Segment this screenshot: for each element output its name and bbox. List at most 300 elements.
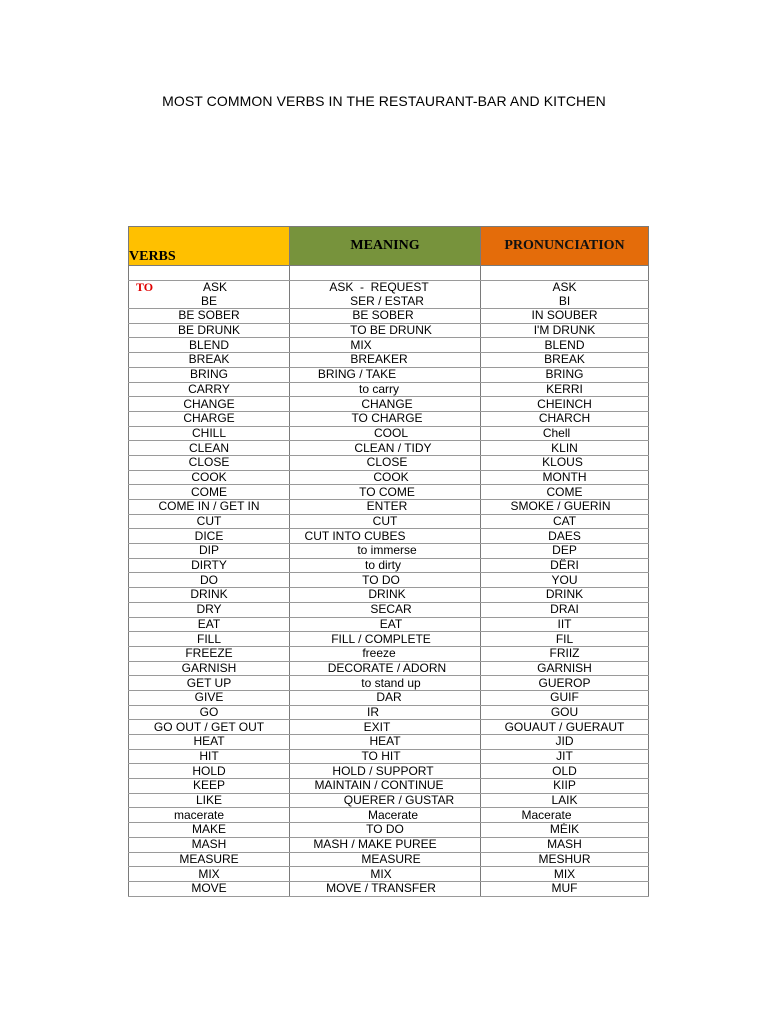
pronunciation-cell-text: DËRI — [550, 558, 579, 573]
pronunciation-cell — [481, 500, 649, 515]
verb-cell-text: BREAK — [188, 352, 230, 367]
pronunciation-cell — [481, 720, 649, 735]
verb-cell-text: GIVE — [194, 690, 224, 705]
verb-cell-text: MOVE — [191, 881, 227, 896]
verb-cell — [129, 749, 290, 764]
table-row — [129, 367, 649, 382]
meaning-cell — [290, 661, 481, 676]
pronunciation-cell-text: Macerate — [521, 807, 572, 822]
table-row — [129, 323, 649, 338]
pronunciation-cell-text: BLEND — [544, 337, 585, 352]
pronunciation-cell — [481, 558, 649, 573]
verb-cell-text: DICE — [194, 528, 224, 543]
meaning-cell-text: EAT — [379, 617, 403, 631]
verb-cell — [129, 338, 290, 353]
verb-cell-text: GO OUT / GET OUT — [153, 719, 265, 734]
verb-cell-text: MEASURE — [179, 852, 239, 866]
verb-cell-text: CLOSE — [188, 455, 230, 470]
pronunciation-cell-text: ASK — [552, 280, 577, 295]
meaning-cell-text: CUT INTO CUBES — [304, 528, 406, 543]
table-row — [129, 632, 649, 647]
meaning-cell — [290, 529, 481, 544]
pronunciation-cell-text: CHEINCH — [537, 396, 592, 411]
spacer-row — [129, 266, 649, 281]
pronunciation-cell-text: DEP — [552, 543, 577, 558]
verb-cell-text: MAKE — [191, 822, 226, 837]
meaning-cell-text: FILL / COMPLETE — [331, 631, 431, 646]
verb-cell-text: CLEAN — [188, 440, 229, 455]
table-row — [129, 852, 649, 867]
pronunciation-cell-text: Chell — [542, 426, 571, 440]
verb-cell — [129, 690, 290, 705]
meaning-cell-text: to carry — [358, 382, 399, 396]
verb-cell-text: ASK — [202, 280, 227, 295]
pronunciation-cell — [481, 617, 649, 632]
verb-cell-text: BE DRUNK — [177, 323, 240, 338]
meaning-cell-text: TO BE DRUNK — [350, 323, 432, 338]
verb-cell-text: CUT — [196, 514, 222, 529]
meaning-cell — [290, 705, 481, 720]
verb-cell — [129, 852, 290, 867]
verb-cell — [129, 764, 290, 779]
pronunciation-cell-text: YOU — [551, 572, 578, 587]
verb-cell — [129, 617, 290, 632]
table-header-row — [129, 227, 649, 266]
meaning-cell-text: SER / ESTAR — [350, 294, 424, 308]
pronunciation-cell-text: IIT — [557, 617, 572, 631]
meaning-cell-text: DAR — [376, 690, 402, 705]
pronunciation-cell-text: KIIP — [553, 778, 576, 793]
pronunciation-cell-text: CAT — [552, 514, 577, 529]
verb-cell-text: BLEND — [188, 337, 229, 352]
verb-cell — [129, 632, 290, 647]
pronunciation-cell-text: COME — [546, 484, 583, 499]
pronunciation-cell-text: DRAI — [550, 602, 579, 617]
pronunciation-cell-text: BRING — [545, 367, 584, 382]
verb-cell-text: DRY — [196, 602, 222, 617]
pronunciation-cell-text: OLD — [552, 763, 577, 778]
meaning-cell — [290, 867, 481, 882]
table-row — [129, 808, 649, 823]
meaning-cell — [290, 779, 481, 794]
pronunciation-cell-text: FIL — [555, 631, 574, 646]
table-row — [129, 426, 649, 441]
meaning-cell-text: MASH / MAKE PUREE — [313, 837, 437, 852]
verb-cell — [129, 411, 290, 426]
meaning-cell — [290, 544, 481, 559]
pronunciation-cell — [481, 411, 649, 426]
meaning-column-header: MEANING — [290, 227, 481, 266]
meaning-cell — [290, 441, 481, 456]
table-row — [129, 500, 649, 515]
pronunciation-cell — [481, 705, 649, 720]
pronunciation-cell-text: KERRI — [546, 382, 583, 396]
meaning-cell-text: TO DO — [362, 572, 400, 587]
meaning-cell — [290, 353, 481, 368]
pronunciation-cell — [481, 280, 649, 294]
pronunciation-cell — [481, 294, 649, 308]
verb-cell-text: KEEP — [192, 778, 225, 793]
verb-cell-text: EAT — [197, 617, 221, 631]
verb-cell-text: DIP — [198, 543, 219, 558]
verb-cell-text: HOLD — [192, 763, 226, 778]
pronunciation-cell-text: GUEROP — [538, 675, 591, 690]
meaning-cell-text: to dirty — [364, 558, 401, 573]
meaning-cell-text: freeze — [362, 646, 396, 661]
meaning-cell — [290, 823, 481, 838]
pronunciation-cell-text: BI — [558, 294, 571, 308]
pronunciation-cell-text: MIX — [553, 866, 576, 881]
meaning-cell-text: BREAKER — [350, 352, 408, 367]
table-row — [129, 455, 649, 470]
pronunciation-cell — [481, 676, 649, 691]
table-row — [129, 485, 649, 500]
verbs-column-header: VERBS — [129, 227, 290, 266]
pronunciation-cell — [481, 632, 649, 647]
to-label: TO — [136, 280, 154, 295]
meaning-cell-text: CLOSE — [366, 455, 408, 470]
meaning-cell — [290, 764, 481, 779]
meaning-cell — [290, 397, 481, 412]
pronunciation-cell — [481, 529, 649, 544]
pronunciation-cell-text: IN SOUBER — [531, 308, 598, 323]
pronunciation-cell — [481, 441, 649, 456]
table-row — [129, 294, 649, 308]
meaning-cell — [290, 632, 481, 647]
meaning-cell-text: TO COME — [359, 484, 415, 499]
verb-cell-text: FILL — [196, 631, 221, 646]
verb-cell-text: CHARGE — [183, 411, 235, 426]
meaning-cell — [290, 588, 481, 603]
pronunciation-cell — [481, 514, 649, 529]
table-row — [129, 764, 649, 779]
meaning-cell-text: TO DO — [366, 822, 404, 837]
pronunciation-cell-text: KLOUS — [542, 455, 583, 470]
verb-cell — [129, 485, 290, 500]
meaning-cell-text: TO HIT — [361, 749, 401, 764]
verb-cell-text: COME — [191, 484, 227, 499]
meaning-cell-text: CUT — [372, 514, 398, 529]
pronunciation-cell — [481, 881, 649, 896]
verb-cell-text: CARRY — [188, 382, 230, 396]
verb-cell-text: GO — [199, 705, 219, 719]
meaning-cell — [290, 426, 481, 441]
meaning-cell — [290, 514, 481, 529]
table-row — [129, 823, 649, 838]
verb-cell-text: DIRTY — [191, 558, 227, 573]
pronunciation-cell-text: JID — [555, 734, 574, 749]
meaning-cell — [290, 323, 481, 338]
meaning-cell-text: MIX — [350, 337, 372, 352]
verb-cell-text: GET UP — [186, 675, 232, 690]
verb-cell — [129, 309, 290, 324]
pronunciation-column-header: PRONUNCIATION — [481, 227, 649, 266]
meaning-cell — [290, 690, 481, 705]
table-row — [129, 749, 649, 764]
verb-cell — [129, 808, 290, 823]
pronunciation-cell-text: KLIN — [551, 440, 578, 455]
verb-cell-text: LIKE — [195, 793, 222, 808]
meaning-cell-text: BE SOBER — [352, 308, 414, 323]
pronunciation-cell-text: JIT — [556, 749, 573, 764]
pronunciation-cell-text: GOU — [550, 705, 579, 719]
meaning-cell — [290, 280, 481, 294]
pronunciation-cell — [481, 382, 649, 397]
pronunciation-cell — [481, 588, 649, 603]
meaning-cell-text: ASK - REQUEST — [329, 280, 429, 295]
verb-cell-text: GARNISH — [181, 661, 237, 675]
meaning-cell — [290, 382, 481, 397]
pronunciation-cell-text: SMOKE / GUERİN — [510, 499, 611, 514]
pronunciation-cell — [481, 661, 649, 676]
meaning-cell-text: QUERER / GUSTAR — [343, 793, 455, 808]
pronunciation-cell-text: MASH — [547, 837, 582, 852]
meaning-cell — [290, 881, 481, 896]
verb-cell — [129, 455, 290, 470]
pronunciation-cell — [481, 793, 649, 808]
verb-cell — [129, 353, 290, 368]
verb-cell — [129, 881, 290, 896]
table-row — [129, 558, 649, 573]
pronunciation-cell — [481, 852, 649, 867]
verb-cell — [129, 646, 290, 661]
meaning-cell-text: HEAT — [369, 734, 401, 749]
meaning-cell-text: HOLD / SUPPORT — [332, 763, 434, 778]
meaning-cell-text: MIX — [370, 866, 392, 881]
verb-cell-text: CHILL — [191, 426, 226, 440]
table-row — [129, 617, 649, 632]
pronunciation-cell-text: DRINK — [545, 587, 584, 602]
meaning-cell-text: IR — [367, 705, 379, 719]
meaning-cell-text: CHANGE — [361, 396, 413, 411]
table-row — [129, 441, 649, 456]
pronunciation-cell — [481, 823, 649, 838]
table-row — [129, 867, 649, 882]
table-row — [129, 705, 649, 720]
verb-cell-text: DO — [200, 572, 218, 587]
meaning-cell — [290, 676, 481, 691]
pronunciation-cell — [481, 808, 649, 823]
table-row — [129, 676, 649, 691]
pronunciation-cell-text: LAIK — [551, 793, 578, 808]
pronunciation-cell — [481, 455, 649, 470]
meaning-cell — [290, 367, 481, 382]
meaning-cell — [290, 411, 481, 426]
table-row — [129, 573, 649, 588]
verb-cell — [129, 367, 290, 382]
table-row — [129, 529, 649, 544]
pronunciation-cell — [481, 367, 649, 382]
table-row — [129, 353, 649, 368]
verb-cell — [129, 558, 290, 573]
table-row — [129, 602, 649, 617]
meaning-cell — [290, 573, 481, 588]
verb-cell-text: COME IN / GET IN — [158, 499, 260, 514]
table-row — [129, 661, 649, 676]
meaning-cell — [290, 852, 481, 867]
verb-cell-text: FREEZE — [185, 646, 233, 661]
pronunciation-cell — [481, 573, 649, 588]
verb-cell-text: CHANGE — [183, 396, 235, 411]
pronunciation-cell — [481, 485, 649, 500]
meaning-cell-text: DRINK — [368, 587, 406, 602]
meaning-cell-text: ENTER — [366, 499, 408, 514]
pronunciation-cell-text: BREAK — [544, 352, 585, 367]
verbs-table — [128, 226, 649, 897]
meaning-cell-text: MOVE / TRANSFER — [326, 881, 436, 896]
meaning-cell — [290, 720, 481, 735]
verb-cell — [129, 294, 290, 308]
verb-cell-text: BRING — [189, 367, 228, 382]
pronunciation-cell — [481, 646, 649, 661]
pronunciation-cell-text: MUF — [551, 881, 578, 896]
verb-cell-text: COOK — [191, 470, 227, 484]
verb-cell — [129, 602, 290, 617]
verb-cell — [129, 735, 290, 750]
pronunciation-cell — [481, 323, 649, 338]
verb-cell-text: BE — [200, 294, 217, 308]
pronunciation-cell — [481, 779, 649, 794]
pronunciation-cell-text: I'M DRUNK — [533, 323, 596, 338]
table-row — [129, 735, 649, 750]
verb-cell — [129, 529, 290, 544]
pronunciation-cell-text: GARNISH — [537, 661, 592, 675]
verb-cell-text: DRINK — [190, 587, 228, 602]
verb-cell — [129, 720, 290, 735]
verb-cell-text: MIX — [198, 866, 220, 881]
table-row — [129, 690, 649, 705]
table-row — [129, 588, 649, 603]
pronunciation-cell — [481, 602, 649, 617]
meaning-cell — [290, 646, 481, 661]
verb-cell — [129, 676, 290, 691]
verb-cell — [129, 500, 290, 515]
meaning-cell — [290, 455, 481, 470]
pronunciation-cell — [481, 544, 649, 559]
verb-cell-text: macerate — [173, 807, 225, 822]
verb-cell-text: MASH — [191, 837, 227, 852]
verb-cell — [129, 705, 290, 720]
meaning-cell-text: SECAR — [370, 602, 412, 617]
table-row — [129, 779, 649, 794]
meaning-cell-text: Macerate — [367, 807, 419, 822]
meaning-cell-text: MAINTAIN / CONTINUE — [314, 778, 444, 793]
pronunciation-cell — [481, 309, 649, 324]
pronunciation-cell — [481, 470, 649, 485]
meaning-cell — [290, 617, 481, 632]
meaning-cell — [290, 793, 481, 808]
pronunciation-cell-text: DAES — [548, 528, 581, 543]
pronunciation-cell — [481, 867, 649, 882]
table-row — [129, 793, 649, 808]
pronunciation-cell-text: GUIF — [550, 690, 579, 705]
verb-cell — [129, 588, 290, 603]
verb-cell — [129, 573, 290, 588]
meaning-cell — [290, 558, 481, 573]
page-title: MOST COMMON VERBS IN THE RESTAURANT-BAR AND KITCHEN — [162, 93, 606, 109]
table-row — [129, 544, 649, 559]
verb-cell — [129, 441, 290, 456]
meaning-cell — [290, 309, 481, 324]
table-row — [129, 881, 649, 896]
meaning-cell — [290, 837, 481, 852]
verb-cell-text: HEAT — [193, 734, 225, 749]
meaning-cell — [290, 338, 481, 353]
pronunciation-cell — [481, 749, 649, 764]
pronunciation-cell — [481, 764, 649, 779]
meaning-cell-text: COOL — [373, 426, 408, 440]
verb-cell — [129, 470, 290, 485]
table-row — [129, 280, 649, 294]
verb-cell — [129, 323, 290, 338]
pronunciation-cell-text: MONTH — [542, 470, 587, 484]
verb-cell — [129, 661, 290, 676]
meaning-cell-text: COOK — [373, 470, 409, 484]
meaning-cell-text: to immerse — [357, 543, 417, 558]
pronunciation-cell — [481, 837, 649, 852]
pronunciation-cell-text: FRIIZ — [549, 646, 580, 661]
verb-cell — [129, 544, 290, 559]
table-row — [129, 397, 649, 412]
meaning-cell-text: MEASURE — [361, 852, 421, 866]
table-row — [129, 646, 649, 661]
meaning-cell-text: BRING / TAKE — [317, 367, 397, 382]
meaning-cell-text: EXIT — [363, 719, 391, 734]
meaning-cell-text: to stand up — [361, 675, 421, 690]
verb-cell-text: BE SOBER — [178, 308, 240, 323]
verb-cell-text: HIT — [199, 749, 219, 764]
meaning-cell-text: CLEAN / TIDY — [354, 440, 432, 455]
pronunciation-cell — [481, 397, 649, 412]
table-row — [129, 720, 649, 735]
pronunciation-cell — [481, 735, 649, 750]
verb-cell — [129, 397, 290, 412]
verb-cell — [129, 514, 290, 529]
table-row — [129, 837, 649, 852]
pronunciation-cell-text: MÉIK — [549, 822, 580, 837]
pronunciation-cell — [481, 426, 649, 441]
meaning-cell — [290, 294, 481, 308]
pronunciation-cell — [481, 353, 649, 368]
table-row — [129, 470, 649, 485]
verb-cell — [129, 280, 290, 294]
meaning-cell — [290, 749, 481, 764]
table-row — [129, 514, 649, 529]
verb-cell — [129, 793, 290, 808]
meaning-cell — [290, 735, 481, 750]
pronunciation-cell-text: MESHUR — [538, 852, 591, 866]
meaning-cell — [290, 602, 481, 617]
meaning-cell-text: DECORATE / ADORN — [327, 661, 447, 675]
pronunciation-cell-text: GOUAUT / GUERAUT — [504, 719, 625, 734]
verb-cell — [129, 867, 290, 882]
table-row — [129, 338, 649, 353]
meaning-cell-text: TO CHARGE — [351, 411, 423, 426]
verb-cell — [129, 837, 290, 852]
pronunciation-cell — [481, 690, 649, 705]
verb-cell — [129, 382, 290, 397]
verb-cell — [129, 426, 290, 441]
verb-cell — [129, 823, 290, 838]
meaning-cell — [290, 470, 481, 485]
pronunciation-cell — [481, 338, 649, 353]
verb-cell — [129, 779, 290, 794]
meaning-cell — [290, 808, 481, 823]
table-row — [129, 309, 649, 324]
table-row — [129, 382, 649, 397]
meaning-cell — [290, 500, 481, 515]
table-row — [129, 411, 649, 426]
